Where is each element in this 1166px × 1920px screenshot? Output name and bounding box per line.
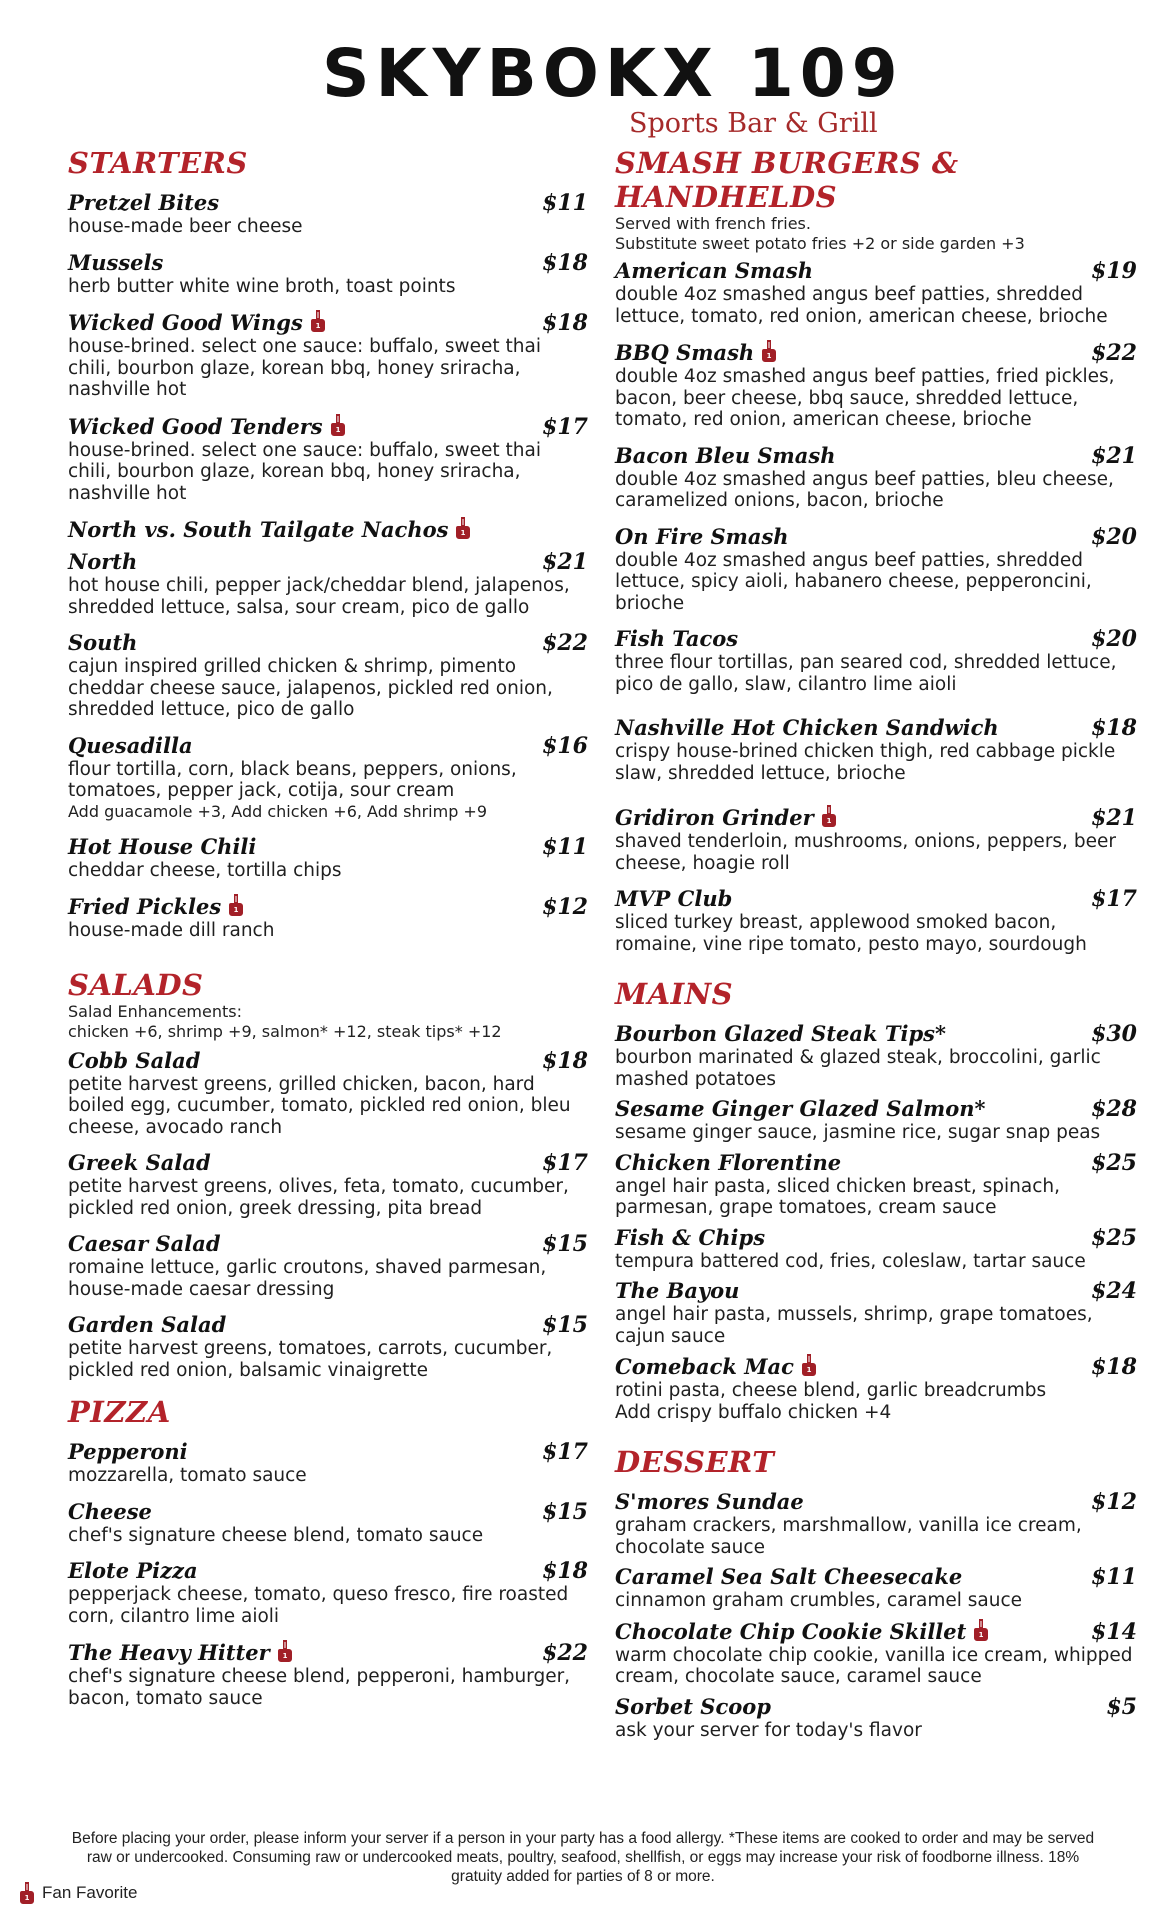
menu-item bbox=[615, 258, 1137, 327]
menu-item bbox=[68, 413, 588, 505]
item-description: hot house chili, pepper jack/cheddar blend, jalapenos, shredded lettuce, salsa, sour cream, pico de gallo bbox=[68, 575, 570, 618]
menu-item bbox=[68, 1499, 588, 1547]
item-price: $18 bbox=[1091, 1354, 1137, 1380]
item-name: Fish Tacos bbox=[615, 626, 739, 651]
menu-item bbox=[68, 893, 588, 942]
menu-item bbox=[615, 715, 1137, 784]
item-name: Cheese bbox=[68, 1498, 152, 1524]
menu-item bbox=[615, 1150, 1137, 1219]
menu-item bbox=[68, 1639, 588, 1709]
menu-item bbox=[615, 443, 1137, 512]
item-description: rotini pasta, cheese blend, garlic breadcrumbs bbox=[615, 1380, 1047, 1401]
menu-item bbox=[68, 1558, 588, 1627]
section-pizza bbox=[68, 1395, 588, 1709]
section-burgers bbox=[615, 146, 1137, 955]
item-description: house-made dill ranch bbox=[68, 920, 275, 941]
brand-logo: SKYBOKX 109 bbox=[322, 35, 904, 112]
item-name: Wicked Good Wings bbox=[68, 310, 303, 335]
menu-item bbox=[615, 626, 1137, 695]
item-name: Caramel Sea Salt Cheesecake bbox=[615, 1564, 963, 1589]
item-name: MVP Club bbox=[615, 886, 733, 911]
item-description: house-brined. select one sauce: buffalo, sweet thai chili, bourbon glaze, korean bbq, honey sriracha, nashville hot bbox=[68, 439, 541, 504]
item-description: house-brined. select one sauce: buffalo, sweet thai chili, bourbon glaze, korean bbq, honey sriracha, nashville hot bbox=[68, 336, 541, 400]
item-addons: Add crispy buffalo chicken +4 bbox=[615, 1401, 892, 1423]
menu-item bbox=[615, 1353, 1137, 1423]
item-name: American Smash bbox=[615, 258, 813, 283]
item-name: Pretzel Bites bbox=[68, 190, 220, 215]
menu-item bbox=[68, 630, 588, 721]
item-description: chef's signature cheese blend, pepperoni, hamburger, bacon, tomato sauce bbox=[68, 1666, 571, 1709]
menu-item bbox=[615, 1225, 1137, 1273]
section-salads bbox=[68, 968, 588, 1382]
menu-item bbox=[68, 1312, 588, 1381]
item-price: $22 bbox=[542, 630, 588, 656]
menu-item bbox=[615, 1489, 1137, 1558]
item-price: $17 bbox=[542, 1439, 588, 1465]
item-name: Quesadilla bbox=[68, 732, 193, 758]
section-title: SMASH BURGERS & HANDHELDS bbox=[615, 146, 959, 214]
item-description: sliced turkey breast, applewood smoked bacon, romaine, vine ripe tomato, pesto mayo, sourdough bbox=[615, 912, 1087, 955]
item-name: Bourbon Glazed Steak Tips* bbox=[615, 1021, 946, 1046]
menu-item bbox=[615, 1021, 1137, 1090]
item-price: $21 bbox=[1091, 805, 1137, 831]
item-description: mozzarella, tomato sauce bbox=[68, 1465, 307, 1486]
section-note: chicken +6, shrimp +9, salmon* +12, steak tips* +12 bbox=[68, 1021, 502, 1041]
item-description: graham crackers, marshmallow, vanilla ice cream, chocolate sauce bbox=[615, 1515, 1082, 1558]
item-price: $20 bbox=[1091, 626, 1137, 652]
item-price: $16 bbox=[542, 732, 588, 759]
item-price: $17 bbox=[1091, 886, 1137, 912]
foam-finger-icon bbox=[329, 413, 347, 437]
item-price: $21 bbox=[1091, 442, 1137, 469]
menu-item bbox=[615, 524, 1137, 615]
item-price: $14 bbox=[1091, 1618, 1137, 1645]
section-note: Substitute sweet potato fries +2 or side garden +3 bbox=[615, 234, 1025, 253]
menu-item bbox=[615, 1564, 1137, 1612]
item-addons: Add guacamole +3, Add chicken +6, Add shrimp +9 bbox=[68, 801, 488, 821]
item-price: $11 bbox=[1091, 1564, 1137, 1590]
item-price: $12 bbox=[542, 894, 588, 920]
item-price: $17 bbox=[542, 413, 588, 440]
item-price: $17 bbox=[542, 1150, 588, 1176]
section-starters bbox=[68, 146, 588, 942]
item-name: Gridiron Grinder bbox=[615, 805, 814, 830]
item-name: South bbox=[68, 630, 138, 655]
item-name: Chocolate Chip Cookie Skillet bbox=[615, 1618, 967, 1644]
item-price: $12 bbox=[1091, 1489, 1137, 1515]
item-price: $25 bbox=[1091, 1149, 1137, 1176]
item-description: double 4oz smashed angus beef patties, shredded lettuce, spicy aioli, habanero cheese, pepperoncini, brioche bbox=[615, 549, 1092, 614]
foam-finger-icon bbox=[276, 1639, 294, 1663]
menu-item bbox=[615, 339, 1137, 431]
item-description: petite harvest greens, grilled chicken, bacon, hard boiled egg, cucumber, tomato, pickled red onion, bleu cheese, avocado ranch bbox=[68, 1073, 571, 1138]
item-price: $20 bbox=[1091, 523, 1137, 550]
menu-header bbox=[0, 30, 1166, 148]
item-name: Bacon Bleu Smash bbox=[615, 442, 836, 468]
item-description: petite harvest greens, olives, feta, tomato, cucumber, pickled red onion, greek dressing, pita bread bbox=[68, 1176, 569, 1219]
brand-subtitle: Sports Bar & Grill bbox=[629, 108, 878, 139]
item-price: $30 bbox=[1091, 1021, 1137, 1047]
item-description: romaine lettuce, garlic croutons, shaved parmesan, house-made caesar dressing bbox=[68, 1257, 547, 1300]
section-title: DESSERT bbox=[615, 1445, 775, 1479]
item-price: $22 bbox=[542, 1640, 588, 1666]
right-column bbox=[615, 146, 1137, 1741]
menu-item bbox=[68, 549, 588, 618]
foam-finger-icon bbox=[820, 804, 838, 828]
section-title: MAINS bbox=[615, 977, 734, 1011]
foam-finger-icon bbox=[227, 893, 245, 917]
menu-item bbox=[68, 733, 588, 822]
item-description: pepperjack cheese, tomato, queso fresco, fire roasted corn, cilantro lime aioli bbox=[68, 1584, 569, 1627]
item-description: petite harvest greens, tomatoes, carrots, cucumber, pickled red onion, balsamic vinaigrette bbox=[68, 1338, 553, 1381]
item-name: Fish & Chips bbox=[615, 1224, 766, 1250]
item-price: $22 bbox=[1091, 340, 1137, 366]
item-price: $24 bbox=[1091, 1278, 1137, 1304]
section-dessert bbox=[615, 1445, 1137, 1741]
legend-label: Fan Favorite bbox=[42, 1883, 138, 1902]
item-name: Garden Salad bbox=[68, 1312, 227, 1337]
fan-favorite-legend bbox=[18, 1881, 137, 1905]
item-name: Chicken Florentine bbox=[615, 1149, 842, 1175]
item-price: $18 bbox=[542, 1047, 588, 1074]
item-price: $25 bbox=[1091, 1224, 1137, 1251]
item-name: Caesar Salad bbox=[68, 1231, 221, 1256]
item-price: $15 bbox=[542, 1231, 588, 1257]
item-name: Sorbet Scoop bbox=[615, 1693, 771, 1719]
foam-finger-icon bbox=[454, 516, 472, 540]
item-description: double 4oz smashed angus beef patties, shredded lettuce, tomato, red onion, american cheese, brioche bbox=[615, 284, 1108, 327]
item-name: Cobb Salad bbox=[68, 1047, 201, 1073]
item-name: Comeback Mac bbox=[615, 1354, 794, 1379]
item-price: $5 bbox=[1106, 1693, 1137, 1720]
menu-item bbox=[615, 1278, 1137, 1347]
item-price: $18 bbox=[542, 249, 588, 276]
item-price: $11 bbox=[542, 190, 588, 216]
item-group-name: North vs. South Tailgate Nachos bbox=[68, 517, 449, 542]
item-name: The Bayou bbox=[615, 1278, 740, 1303]
item-description: shaved tenderloin, mushrooms, onions, peppers, beer cheese, hoagie roll bbox=[615, 831, 1116, 874]
item-description: sesame ginger sauce, jasmine rice, sugar snap peas bbox=[615, 1122, 1101, 1143]
item-name: Wicked Good Tenders bbox=[68, 413, 323, 439]
section-mains bbox=[615, 977, 1137, 1423]
item-name: Nashville Hot Chicken Sandwich bbox=[615, 715, 999, 740]
item-price: $18 bbox=[542, 310, 588, 336]
menu-item bbox=[615, 804, 1137, 874]
section-title: STARTERS bbox=[68, 146, 248, 180]
item-description: double 4oz smashed angus beef patties, bleu cheese, caramelized onions, bacon, brioche bbox=[615, 468, 1114, 511]
item-description: crispy house-brined chicken thigh, red cabbage pickle slaw, shredded lettuce, brioche bbox=[615, 741, 1116, 784]
item-description: cinnamon graham crumbles, caramel sauce bbox=[615, 1590, 1023, 1611]
menu-item bbox=[68, 250, 588, 298]
item-price: $21 bbox=[542, 549, 588, 575]
menu-item bbox=[615, 1694, 1137, 1742]
item-name: North bbox=[68, 549, 138, 574]
left-column bbox=[68, 146, 588, 1709]
item-name: Fried Pickles bbox=[68, 894, 222, 919]
item-description: house-made beer cheese bbox=[68, 216, 303, 237]
item-price: $15 bbox=[542, 1498, 588, 1525]
item-price: $28 bbox=[1091, 1096, 1137, 1122]
item-price: $11 bbox=[542, 833, 588, 860]
item-name: Mussels bbox=[68, 249, 164, 275]
item-price: $18 bbox=[1091, 715, 1137, 741]
allergy-disclaimer: Before placing your order, please inform your server if a person in your party has a food allergy. *These items are cooked to order and may be served raw or undercooked. Consuming raw or undercooked meats, poultry, seafood, shellfish, or eggs may increase your risk of foodborne illness. 18% gratuity added for parties of 8 or more. bbox=[71, 1830, 1095, 1885]
foam-finger-icon bbox=[972, 1618, 990, 1642]
item-description: warm chocolate chip cookie, vanilla ice cream, whipped cream, chocolate sauce, caramel sauce bbox=[615, 1644, 1133, 1687]
section-note: Served with french fries. bbox=[615, 214, 811, 233]
item-price: $18 bbox=[542, 1558, 588, 1584]
foam-finger-icon bbox=[760, 339, 778, 363]
item-description: angel hair pasta, sliced chicken breast, spinach, parmesan, grape tomatoes, cream sauce bbox=[615, 1175, 1060, 1218]
menu-item bbox=[68, 1048, 588, 1139]
menu-item-group bbox=[68, 516, 588, 543]
menu-item bbox=[68, 1231, 588, 1300]
foam-finger-icon bbox=[309, 309, 327, 333]
item-description: double 4oz smashed angus beef patties, fried pickles, bacon, beer cheese, bbq sauce, shredded lettuce, tomato, red onion, american cheese, brioche bbox=[615, 366, 1115, 430]
menu-item bbox=[68, 309, 588, 401]
item-description: cheddar cheese, tortilla chips bbox=[68, 859, 342, 881]
item-description: cajun inspired grilled chicken & shrimp, pimento cheddar cheese sauce, jalapenos, pickled red onion, shredded lettuce, pico de gallo bbox=[68, 656, 553, 720]
item-name: Elote Pizza bbox=[68, 1558, 198, 1583]
section-note: Salad Enhancements: bbox=[68, 1001, 242, 1021]
item-price: $19 bbox=[1091, 258, 1137, 284]
item-name: On Fire Smash bbox=[615, 523, 789, 549]
menu-item bbox=[68, 834, 588, 882]
menu-item bbox=[68, 1150, 588, 1219]
item-description: three flour tortillas, pan seared cod, shredded lettuce, pico de gallo, slaw, cilantro lime aioli bbox=[615, 652, 1117, 695]
item-description: tempura battered cod, fries, coleslaw, tartar sauce bbox=[615, 1250, 1086, 1272]
item-name: The Heavy Hitter bbox=[68, 1640, 270, 1665]
item-name: Hot House Chili bbox=[68, 833, 257, 859]
menu-item bbox=[615, 1618, 1137, 1688]
section-title: SALADS bbox=[68, 967, 204, 1002]
foam-finger-icon bbox=[18, 1881, 36, 1905]
item-name: Pepperoni bbox=[68, 1439, 188, 1464]
foam-finger-icon bbox=[800, 1353, 818, 1377]
menu-item bbox=[615, 886, 1137, 955]
item-description: flour tortilla, corn, black beans, peppers, onions, tomatoes, pepper jack, cotija, sour cream bbox=[68, 758, 517, 801]
item-description: ask your server for today's flavor bbox=[615, 1719, 922, 1741]
item-name: Sesame Ginger Glazed Salmon* bbox=[615, 1096, 986, 1121]
item-description: chef's signature cheese blend, tomato sauce bbox=[68, 1524, 484, 1546]
menu-item bbox=[68, 190, 588, 238]
section-title: PIZZA bbox=[68, 1395, 171, 1429]
menu-item bbox=[615, 1096, 1137, 1144]
item-name: Greek Salad bbox=[68, 1150, 211, 1175]
item-name: BBQ Smash bbox=[615, 340, 755, 365]
item-name: S'mores Sundae bbox=[615, 1489, 804, 1514]
item-price: $15 bbox=[542, 1312, 588, 1338]
item-description: herb butter white wine broth, toast points bbox=[68, 275, 456, 297]
item-description: bourbon marinated & glazed steak, broccolini, garlic mashed potatoes bbox=[615, 1047, 1101, 1090]
item-description: angel hair pasta, mussels, shrimp, grape tomatoes, cajun sauce bbox=[615, 1304, 1093, 1347]
menu-item bbox=[68, 1439, 588, 1487]
